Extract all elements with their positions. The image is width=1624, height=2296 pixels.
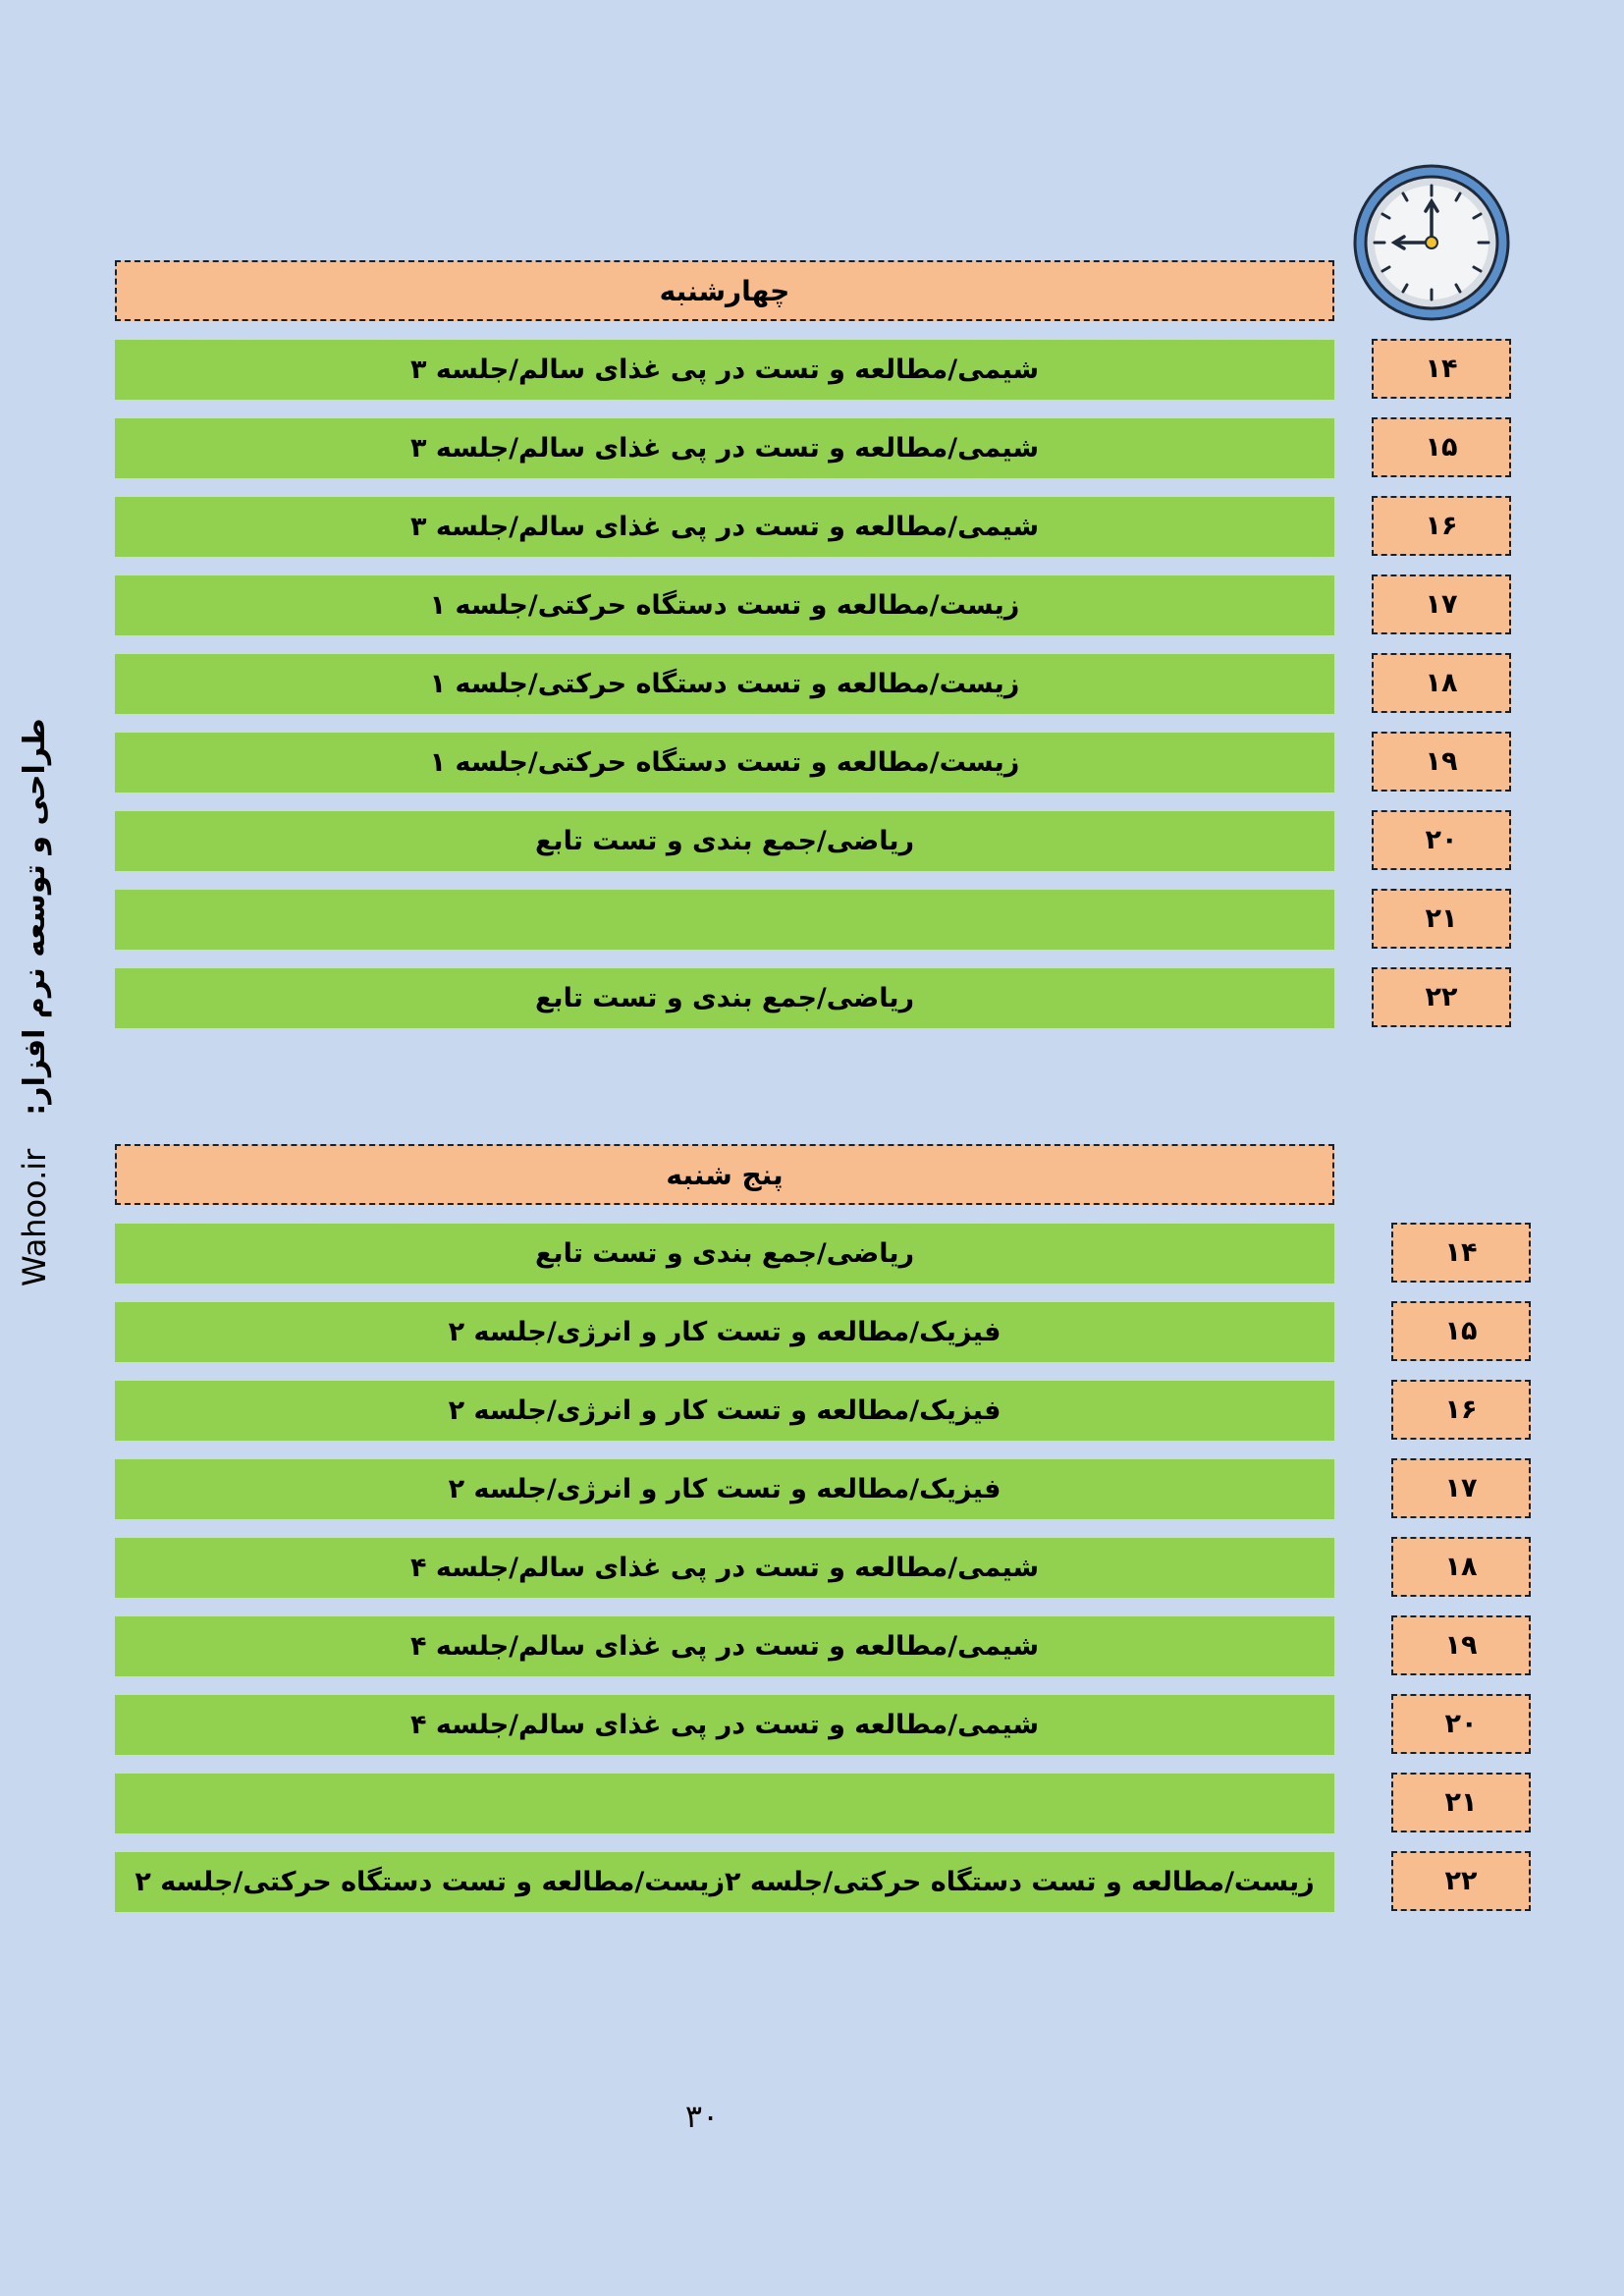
task-row: شیمی/مطالعه و تست در پی غذای سالم/جلسه ۳	[115, 418, 1334, 478]
hour-box: ۲۱	[1372, 889, 1511, 949]
hour-box: ۱۵	[1391, 1301, 1531, 1361]
hour-box: ۱۹	[1391, 1615, 1531, 1675]
task-row: شیمی/مطالعه و تست در پی غذای سالم/جلسه ۴	[115, 1695, 1334, 1755]
hour-box: ۱۹	[1372, 732, 1511, 792]
hour-box: ۱۸	[1372, 653, 1511, 713]
credit-site: Wahoo.ir	[16, 1148, 53, 1286]
task-row: فیزیک/مطالعه و تست کار و انرژی/جلسه ۲	[115, 1381, 1334, 1441]
hour-box: ۱۷	[1372, 574, 1511, 634]
task-row: شیمی/مطالعه و تست در پی غذای سالم/جلسه ۳	[115, 340, 1334, 400]
task-row: زیست/مطالعه و تست دستگاه حرکتی/جلسه ۱	[115, 733, 1334, 793]
hour-box: ۱۷	[1391, 1458, 1531, 1518]
task-row: شیمی/مطالعه و تست در پی غذای سالم/جلسه ۳	[115, 497, 1334, 557]
task-row: زیست/مطالعه و تست دستگاه حرکتی/جلسه ۲زیست/مطالعه و تست دستگاه حرکتی/جلسه ۲	[115, 1852, 1334, 1912]
hour-box: ۲۱	[1391, 1773, 1531, 1832]
hour-box: ۲۰	[1372, 810, 1511, 870]
task-row	[115, 1774, 1334, 1833]
task-row: ریاضی/جمع بندی و تست تابع	[115, 1224, 1334, 1284]
hour-box: ۱۴	[1372, 339, 1511, 399]
hour-box: ۲۲	[1372, 967, 1511, 1027]
task-row: شیمی/مطالعه و تست در پی غذای سالم/جلسه ۴	[115, 1538, 1334, 1598]
task-row: زیست/مطالعه و تست دستگاه حرکتی/جلسه ۱	[115, 575, 1334, 635]
side-credit	[16, 718, 53, 1286]
task-row: فیزیک/مطالعه و تست کار و انرژی/جلسه ۲	[115, 1302, 1334, 1362]
hour-box: ۱۶	[1391, 1380, 1531, 1440]
task-row: ریاضی/جمع بندی و تست تابع	[115, 811, 1334, 871]
hour-box: ۱۸	[1391, 1537, 1531, 1597]
clock-icon	[1351, 162, 1512, 323]
task-row: ریاضی/جمع بندی و تست تابع	[115, 968, 1334, 1028]
hour-box: ۲۰	[1391, 1694, 1531, 1754]
page-number: ۳۰	[684, 2098, 720, 2135]
hour-box: ۲۲	[1391, 1851, 1531, 1911]
task-row: فیزیک/مطالعه و تست کار و انرژی/جلسه ۲	[115, 1459, 1334, 1519]
task-row: زیست/مطالعه و تست دستگاه حرکتی/جلسه ۱	[115, 654, 1334, 714]
task-row	[115, 890, 1334, 950]
hour-box: ۱۴	[1391, 1223, 1531, 1283]
credit-label: طراحی و توسعه نرم افزار:	[17, 718, 52, 1116]
hour-box: ۱۵	[1372, 417, 1511, 477]
day-header-thursday: پنج شنبه	[115, 1144, 1334, 1205]
hour-box: ۱۶	[1372, 496, 1511, 556]
day-header-wednesday: چهارشنبه	[115, 260, 1334, 321]
task-row: شیمی/مطالعه و تست در پی غذای سالم/جلسه ۴	[115, 1616, 1334, 1676]
